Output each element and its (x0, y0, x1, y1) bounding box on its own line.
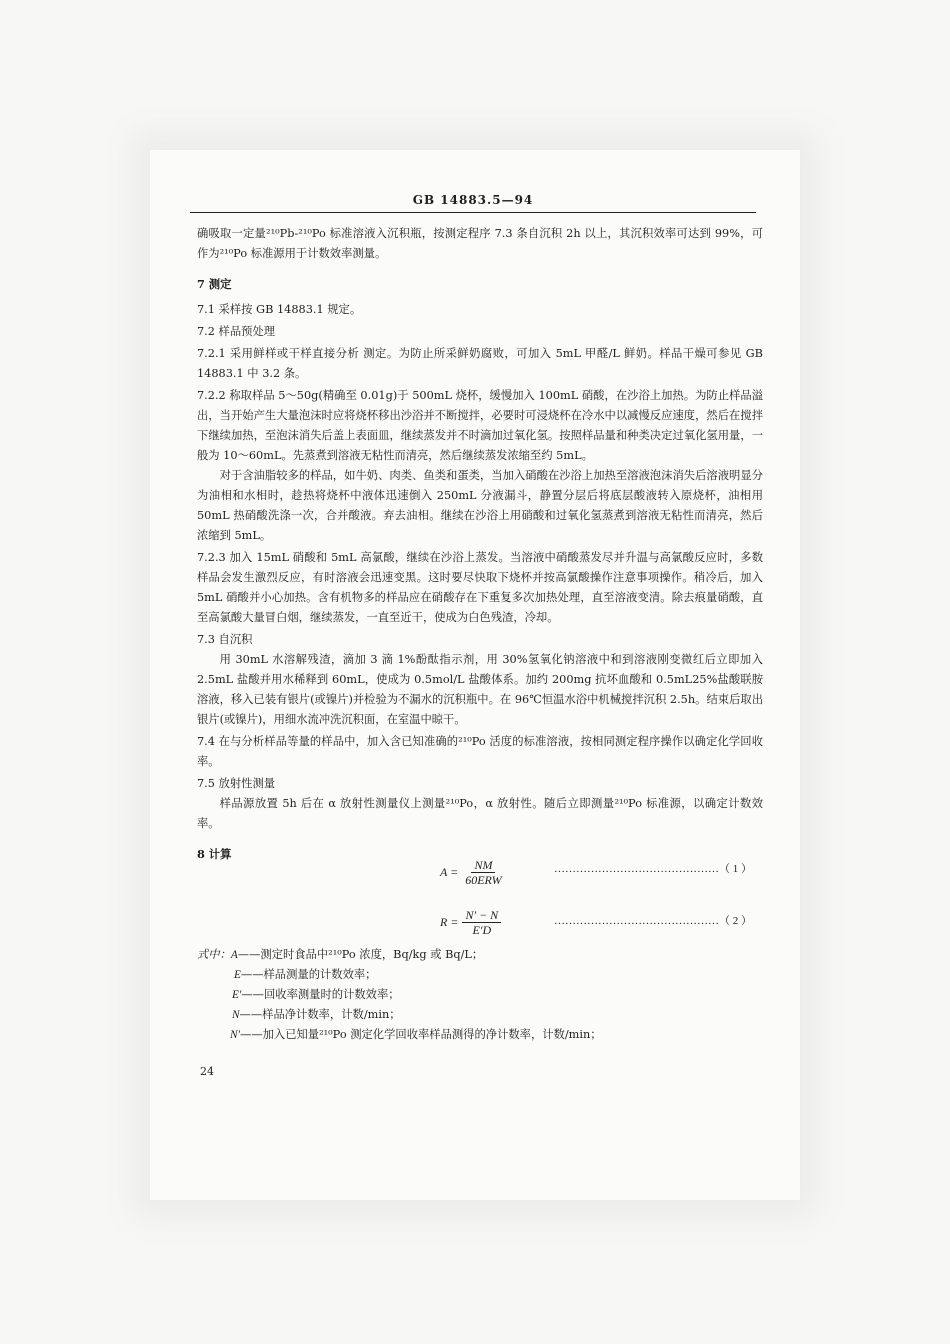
item-7-4: 7.4 在与分析样品等量的样品中，加入含已知准确的²¹⁰Po 活度的标准溶液，按相同测定程序操作以确定化学回收率。 (197, 735, 763, 768)
page-header: GB 14883.5—94 (412, 193, 534, 207)
formula-2-fraction (462, 908, 501, 937)
section-8-title: 8 计算 (197, 847, 232, 861)
formula-1-lhs: A = (440, 865, 459, 879)
formula-1-number: ………………………………………（ 1 ） (554, 863, 752, 875)
definition-row (197, 965, 763, 985)
definition-symbol: E′ (232, 989, 242, 1001)
formula-2-lhs: R = (440, 915, 459, 929)
item-7-3-body: 用 30mL 水溶解残渣，滴加 3 滴 1%酚酞指示剂，用 30%氢氧化钠溶液中和到溶液刚变微红后立即加入 2.5mL 盐酸并用水稀释到 60mL，使成为 0.5mol/L 盐酸体系。加约 200mg 抗坏血酸和 0.5mL25%盐酸联胺溶液，移入已装有银片(或镍片)并检验为不漏水的沉积瓶中。在 96℃恒温水浴中机械搅拌沉积 2.5h。结束后取出银片(或镍片)，用细水流冲洗沉积面，在室温中晾干。 (197, 653, 763, 726)
definition-symbol: N (232, 1009, 240, 1021)
formula-1-denominator: 60ERW (465, 873, 502, 887)
variable-definitions (197, 945, 763, 1045)
formula-1 (440, 858, 505, 887)
definition-symbol: 式中：A (197, 949, 238, 961)
definition-row (197, 985, 763, 1005)
formula-2-numerator: N′ − N (462, 908, 501, 923)
item-7-5-body: 样品源放置 5h 后在 α 放射性测量仪上测量²¹⁰Po，α 放射性。随后立即测量²¹⁰Po 标准源，以确定计数效率。 (197, 797, 763, 830)
item-7-3-title: 7.3 自沉积 (197, 633, 253, 646)
item-7-5-title: 7.5 放射性测量 (197, 777, 276, 790)
item-7-1: 7.1 采样按 GB 14883.1 规定。 (197, 303, 362, 316)
definition-symbol: N′ (230, 1029, 241, 1041)
definition-row (197, 1005, 763, 1025)
item-7-2-1: 7.2.1 采用鲜样或干样直接分析 测定。为防止所采鲜奶腐败，可加入 5mL 甲醛/L 鲜奶。样品干燥可参见 GB 14883.1 中 3.2 条。 (197, 347, 763, 380)
definition-text: ——样品净计数率，计数/min； (239, 1008, 401, 1021)
definition-text: ——回收率测量时的计数效率； (241, 988, 400, 1001)
definition-symbol: E (234, 969, 241, 981)
item-7-2-3: 7.2.3 加入 15mL 硝酸和 5mL 高氯酸，继续在沙浴上蒸发。当溶液中硝酸蒸发尽并升温与高氯酸反应时，多数样品会发生激烈反应，有时溶液会迅速变黑。这时要尽快取下烧杯并按高氯酸操作注意事项操作。稍冷后，加入 5mL 硝酸并小心加热。含有机物多的样品应在硝酸存在下重复多次加热处理，直至溶液变清。除去痕量硝酸，直至高氯酸大量冒白烟，继续蒸发，一直至近干，使成为白色残渣，冷却。 (197, 551, 763, 624)
item-7-2: 7.2 样品预处理 (197, 325, 276, 338)
formula-1-numerator: NM (471, 858, 495, 873)
definition-text: ——测定时食品中²¹⁰Po 浓度，Bq/kg 或 Bq/L； (237, 948, 484, 961)
formula-2 (440, 908, 501, 937)
definition-row (197, 1025, 763, 1045)
formula-1-fraction (462, 858, 504, 887)
definition-text: ——加入已知量²¹⁰Po 测定化学回收率样品测得的净计数率，计数/min； (240, 1028, 602, 1041)
definition-row (197, 945, 763, 965)
definition-text: ——样品测量的计数效率； (240, 968, 377, 981)
continuation-paragraph: 确吸取一定量²¹⁰Pb-²¹⁰Po 标准溶液入沉积瓶，按测定程序 7.3 条自沉积 2h 以上，其沉积效率可达到 99%，可作为²¹⁰Po 标准源用于计数效率测量。 (197, 227, 763, 260)
page-number: 24 (200, 1065, 214, 1078)
formula-2-denominator: E′D (472, 923, 492, 937)
formula-2-number: ………………………………………（ 2 ） (554, 915, 752, 927)
paragraph-fatty-samples: 对于含油脂较多的样品，如牛奶、肉类、鱼类和蛋类，当加入硝酸在沙浴上加热至溶液泡沫消失后溶液明显分为油相和水相时，趁热将烧杯中液体迅速倒入 250mL 分液漏斗，静置分层后将底层酸液转入原烧杯，油相用 50mL 热硝酸洗涤一次，合并酸液。弃去油相。继续在沙浴上用硝酸和过氧化氢蒸煮到溶液无粘性而清亮，然后浓缩到 5mL。 (197, 469, 763, 542)
document-body (197, 224, 763, 870)
header-rule (190, 212, 756, 213)
item-7-2-2: 7.2.2 称取样品 5～50g(精确至 0.01g)于 500mL 烧杯，缓慢加入 100mL 硝酸，在沙浴上加热。为防止样品溢出，当开始产生大量泡沫时应将烧杯移出沙浴并不断搅拌，必要时可浸烧杯在冷水中以减慢反应速度，然后在搅拌下继续加热，至泡沫消失后盖上表面皿，继续蒸发并不时滴加过氧化氢。按照样品量和种类决定过氧化氢用量，一般为 10～60mL。先蒸煮到溶液无粘性而清亮，然后继续蒸发浓缩至约 5mL。 (197, 389, 763, 462)
section-7-title: 7 测定 (197, 277, 232, 291)
